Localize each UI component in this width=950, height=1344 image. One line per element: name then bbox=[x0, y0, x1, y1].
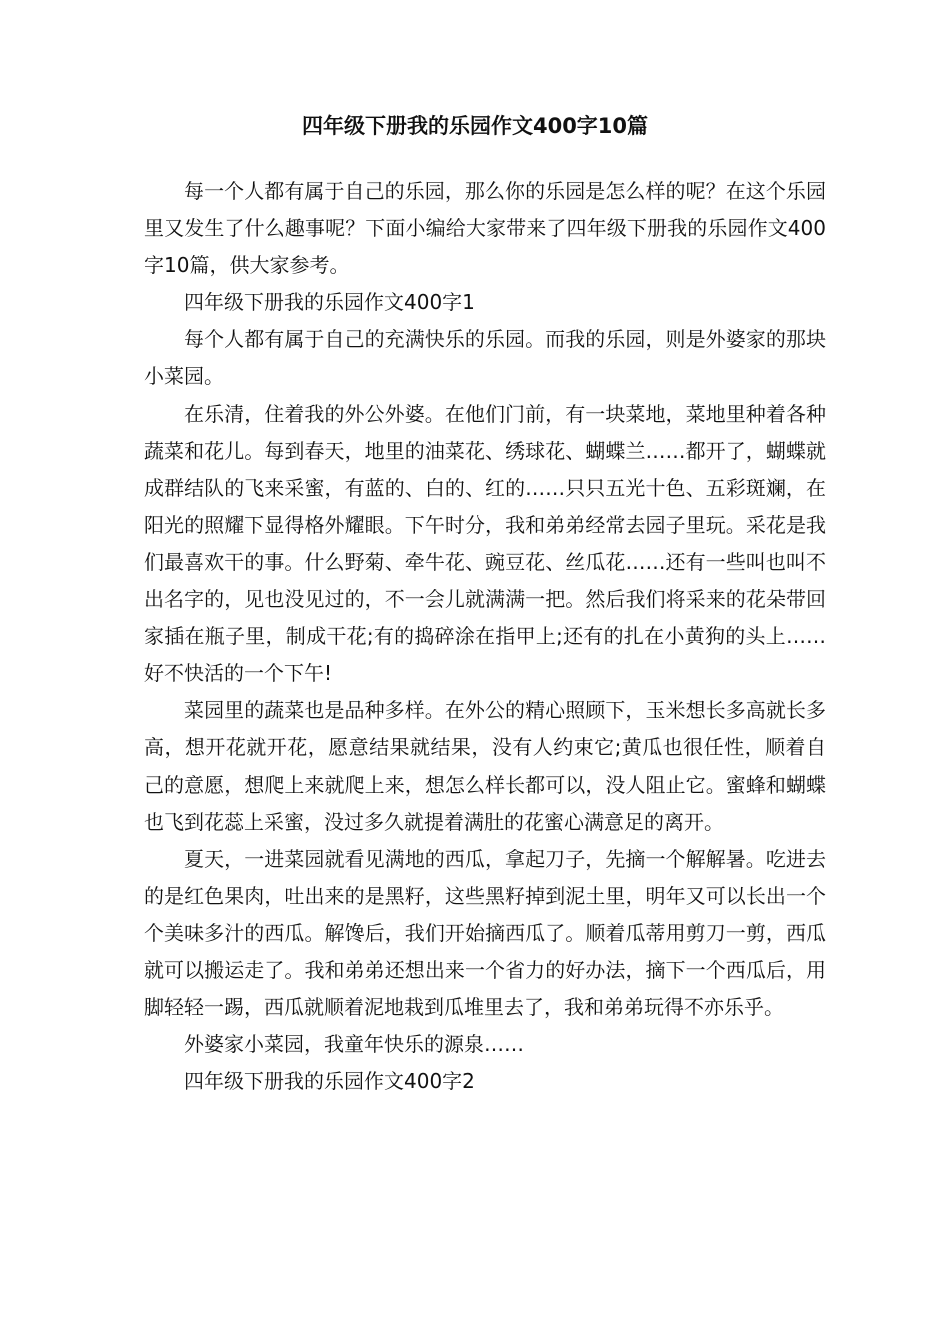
paragraph: 在乐清，住着我的外公外婆。在他们门前，有一块菜地，菜地里种着各种蔬菜和花儿。每到春天，地里的油菜花、绣球花、蝴蝶兰……都开了，蝴蝶就成群结队的飞来采蜜，有蓝的、白的、红的……只只五光十色、五彩斑斓，在阳光的照耀下显得格外耀眼。下午时分，我和弟弟经常去园子里玩。采花是我们最喜欢干的事。什么野菊、牵牛花、豌豆花、丝瓜花……还有一些叫也叫不出名字的，见也没见过的，不一会儿就满满一把。然后我们将采来的花朵带回家插在瓶子里，制成干花;有的捣碎涂在指甲上;还有的扎在小黄狗的头上……好不快活的一个下午! bbox=[144, 401, 826, 686]
paragraph-intro: 每一个人都有属于自己的乐园，那么你的乐园是怎么样的呢？在这个乐园里又发生了什么趣事呢？下面小编给大家带来了四年级下册我的乐园作文400字10篇，供大家参考。 bbox=[144, 179, 826, 278]
paragraph: 菜园里的蔬菜也是品种多样。在外公的精心照顾下，玉米想长多高就长多高，想开花就开花，愿意结果就结果，没有人约束它;黄瓜也很任性，顺着自己的意愿，想爬上来就爬上来，想怎么样长都可以，没人阻止它。蜜蜂和蝴蝶也飞到花蕊上采蜜，没过多久就提着满肚的花蜜心满意足的离开。 bbox=[144, 698, 826, 834]
paragraph: 夏天，一进菜园就看见满地的西瓜，拿起刀子，先摘一个解解暑。吃进去的是红色果肉，吐出来的是黑籽，这些黑籽掉到泥土里，明年又可以长出一个个美味多汁的西瓜。解馋后，我们开始摘西瓜了。顺着瓜蒂用剪刀一剪，西瓜就可以搬运走了。我和弟弟还想出来一个省力的好办法，摘下一个西瓜后，用脚轻轻一踢，西瓜就顺着泥地栽到瓜堆里去了，我和弟弟玩得不亦乐乎。 bbox=[144, 846, 826, 1020]
document-body bbox=[144, 173, 826, 1100]
section-heading-2: 四年级下册我的乐园作文400字2 bbox=[184, 1069, 475, 1094]
paragraph: 外婆家小菜园，我童年快乐的源泉…… bbox=[184, 1032, 524, 1057]
document-title: 四年级下册我的乐园作文400字10篇 bbox=[301, 114, 649, 138]
paragraph: 每个人都有属于自己的充满快乐的乐园。而我的乐园，则是外婆家的那块小菜园。 bbox=[144, 327, 826, 389]
section-heading-1: 四年级下册我的乐园作文400字1 bbox=[184, 290, 475, 315]
